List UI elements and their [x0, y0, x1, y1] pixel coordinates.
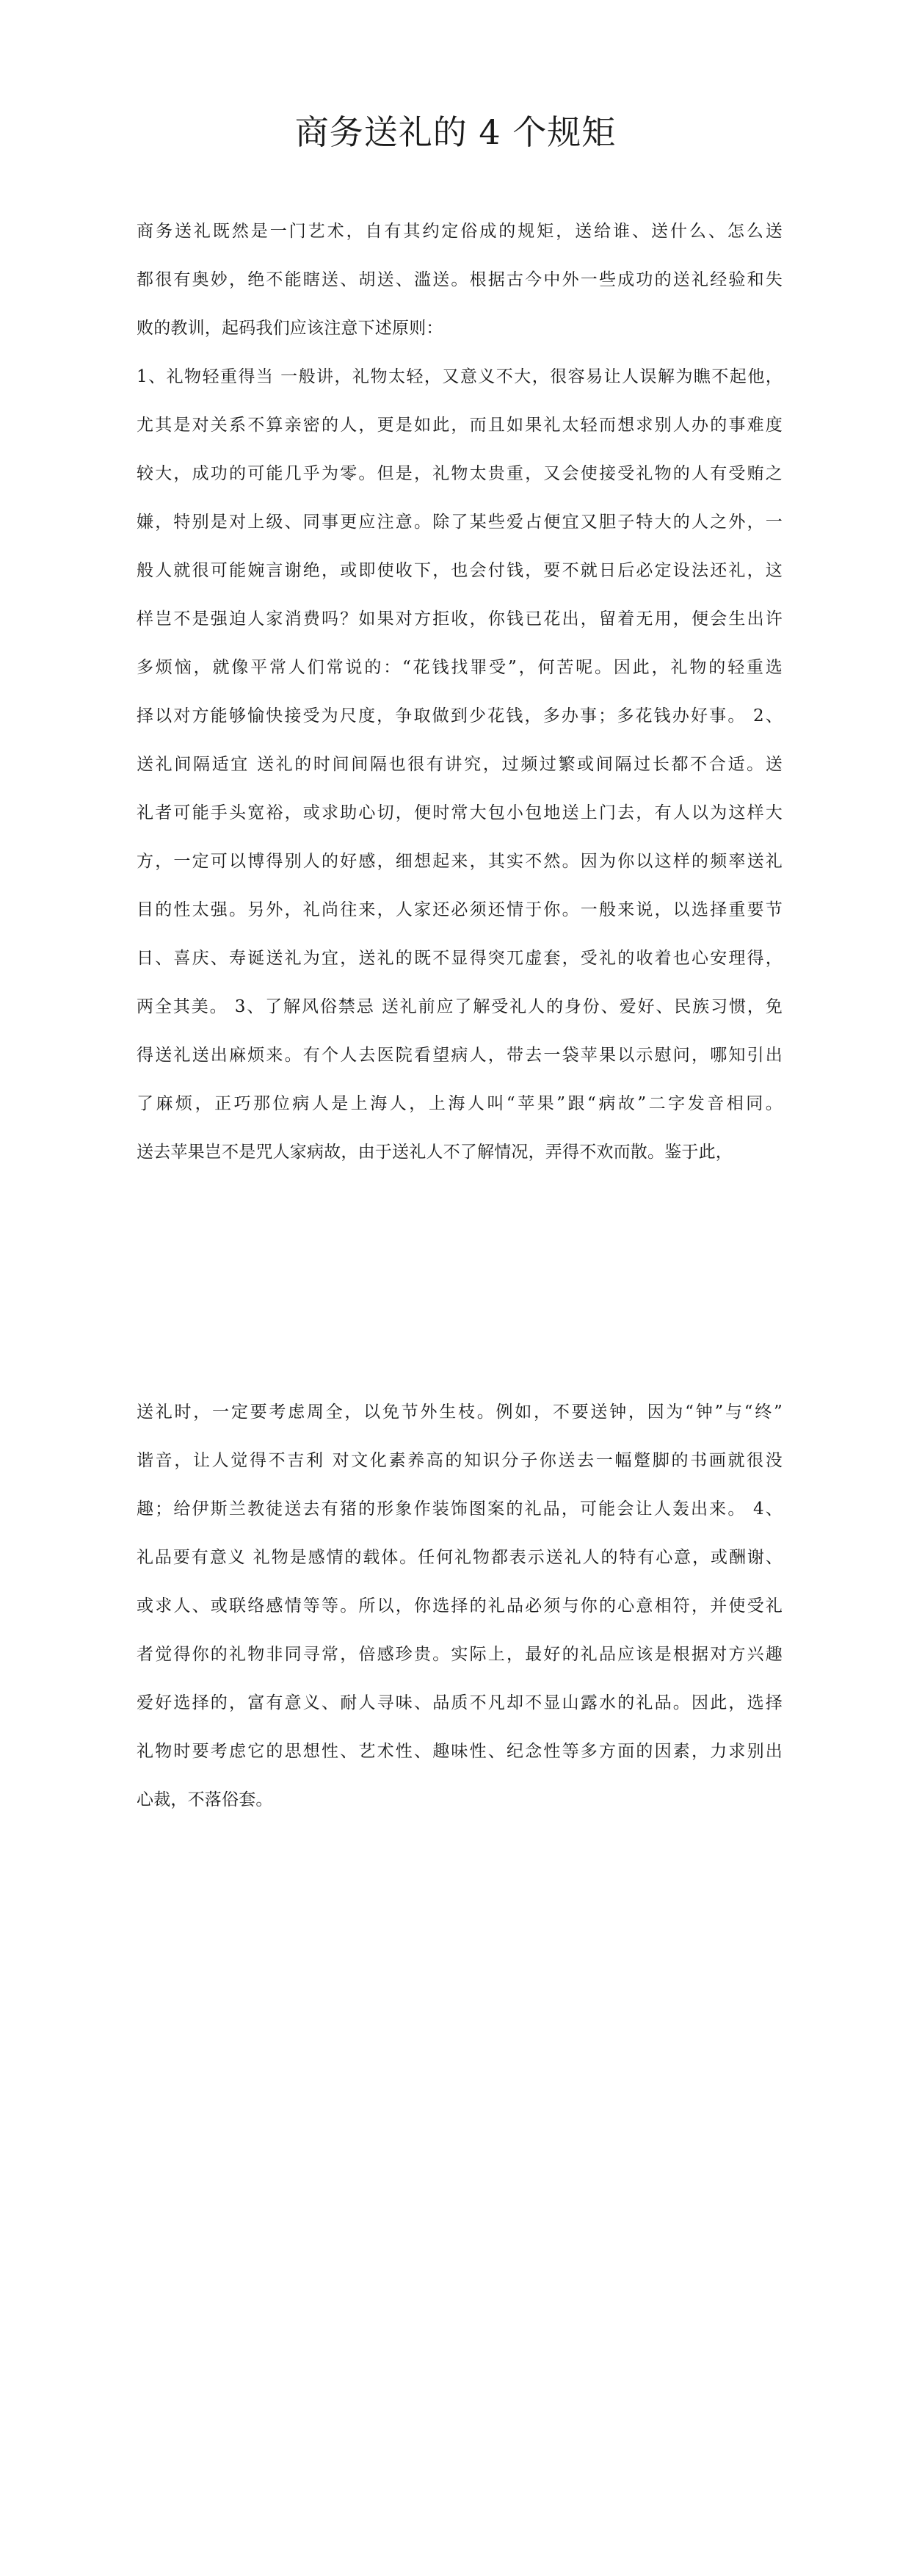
text-line: 礼者可能手头宽裕，或求助心切，便时常大包小包地送上门去，有人以为这样大: [137, 803, 783, 822]
text-line: 心裁，不落俗套。: [137, 1790, 273, 1809]
document-title: 商务送礼的 4 个规矩: [294, 112, 617, 152]
text-line: 两全其美。 3、了解风俗禁忌 送礼前应了解受礼人的身份、爱好、民族习惯，免: [137, 997, 783, 1016]
body-text-section-2: [137, 1388, 783, 1824]
text-line: 1、礼物轻重得当 一般讲，礼物太轻，又意义不大，很容易让人误解为瞧不起他，: [137, 367, 783, 386]
text-line: 或求人、或联络感情等等。所以，你选择的礼品必须与你的心意相符，并使受礼: [137, 1596, 783, 1616]
text-line: 败的教训，起码我们应该注意下述原则：: [137, 319, 443, 338]
text-line: 日、喜庆、寿诞送礼为宜，送礼的既不显得突兀虚套，受礼的收着也心安理得，: [137, 949, 783, 968]
text-line: 送礼时，一定要考虑周全，以免节外生枝。例如，不要送钟，因为“钟”与“终”: [137, 1403, 783, 1422]
text-line: 谐音，让人觉得不吉利 对文化素养高的知识分子你送去一幅蹩脚的书画就很没: [137, 1451, 783, 1470]
text-line: 者觉得你的礼物非同寻常，倍感珍贵。实际上，最好的礼品应该是根据对方兴趣: [137, 1645, 783, 1664]
text-line: 较大，成功的可能几乎为零。但是，礼物太贵重，又会使接受礼物的人有受贿之: [137, 464, 783, 483]
text-line: 都很有奥妙，绝不能瞎送、胡送、滥送。根据古今中外一些成功的送礼经验和失: [137, 270, 783, 289]
text-line: 送去苹果岂不是咒人家病故，由于送礼人不了解情况，弄得不欢而散。鉴于此，: [137, 1143, 733, 1162]
text-line: 礼物时要考虑它的思想性、艺术性、趣味性、纪念性等多方面的因素，力求别出: [137, 1742, 783, 1761]
text-line: 尤其是对关系不算亲密的人，更是如此，而且如果礼太轻而想求别人办的事难度: [137, 416, 783, 435]
text-line: 方，一定可以博得别人的好感，细想起来，其实不然。因为你以这样的频率送礼: [137, 852, 783, 871]
text-line: 样岂不是强迫人家消费吗？如果对方拒收，你钱已花出，留着无用，便会生出许: [137, 609, 783, 629]
text-line: 了麻烦，正巧那位病人是上海人，上海人叫“苹果”跟“病故”二字发音相同。: [137, 1094, 783, 1113]
text-line: 目的性太强。另外，礼尚往来，人家还必须还情于你。一般来说，以选择重要节: [137, 900, 783, 919]
body-text-section-1: [137, 207, 783, 1176]
text-line: 多烦恼，就像平常人们常说的：“花钱找罪受”，何苦呢。因此，礼物的轻重选: [137, 658, 783, 677]
text-line: 嫌，特别是对上级、同事更应注意。除了某些爱占便宜又胆子特大的人之外，一: [137, 513, 783, 532]
text-line: 爱好选择的，富有意义、耐人寻味、品质不凡却不显山露水的礼品。因此，选择: [137, 1693, 783, 1712]
text-line: 般人就很可能婉言谢绝，或即使收下，也会付钱，要不就日后必定设法还礼，这: [137, 561, 783, 580]
text-line: 得送礼送出麻烦来。有个人去医院看望病人，带去一袋苹果以示慰问，哪知引出: [137, 1046, 783, 1065]
text-line: 趣；给伊斯兰教徒送去有猪的形象作装饰图案的礼品，可能会让人轰出来。 4、: [137, 1499, 783, 1519]
text-line: 商务送礼既然是一门艺术，自有其约定俗成的规矩，送给谁、送什么、怎么送: [137, 222, 783, 241]
text-line: 礼品要有意义 礼物是感情的载体。任何礼物都表示送礼人的特有心意，或酬谢、: [137, 1548, 783, 1567]
text-line: 送礼间隔适宜 送礼的时间间隔也很有讲究，过频过繁或间隔过长都不合适。送: [137, 755, 783, 774]
text-line: 择以对方能够愉快接受为尺度，争取做到少花钱，多办事；多花钱办好事。 2、: [137, 706, 783, 726]
